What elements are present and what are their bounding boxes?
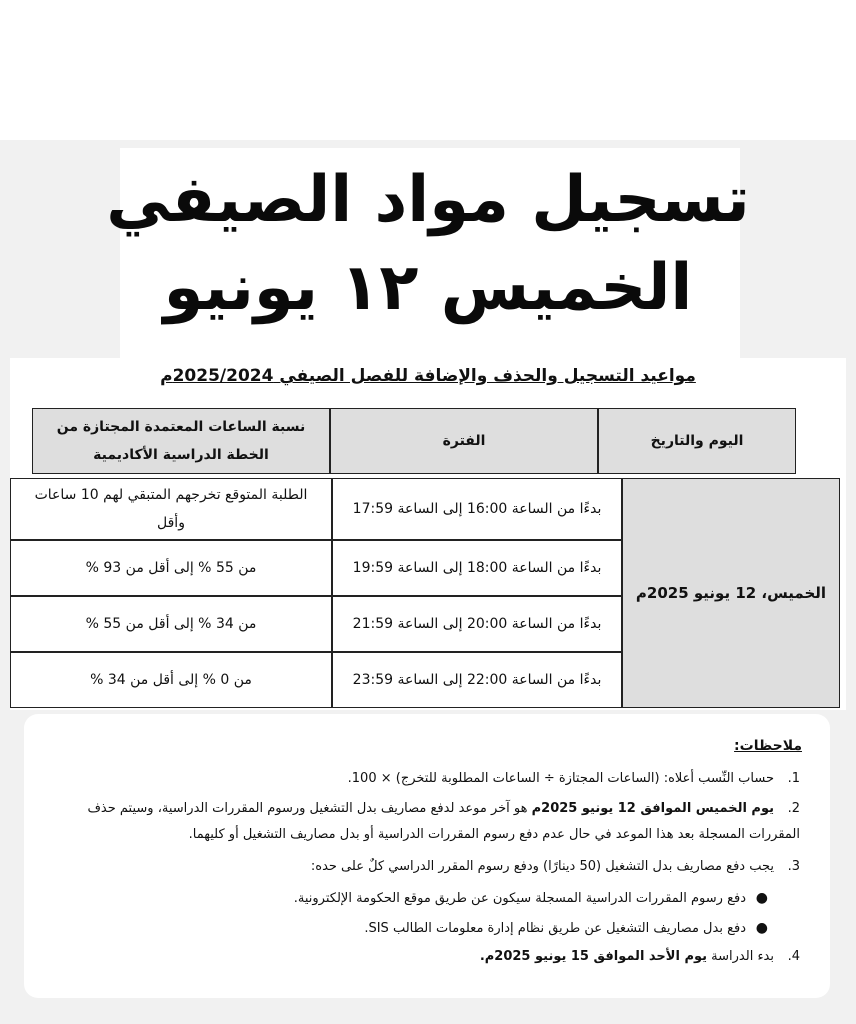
table-row-1-ratio: الطلبة المتوقع تخرجهم المتبقي لهم 10 ساعات وأقل bbox=[10, 478, 332, 540]
table-row-4-period: بدءًا من الساعة 22:00 إلى الساعة 23:59 bbox=[332, 652, 622, 708]
note-3: 3.يجب دفع مصاريف بدل التشغيل (50 دينارًا) ودفع رسوم المقرر الدراسي كلٌ على حده: bbox=[310, 859, 800, 874]
note-2: 2.يوم الخميس الموافق 12 يونيو 2025م هو آخر موعد لدفع مصاريف بدل التشغيل ورسوم المقررات الدراسية، وسيتم حذف المقررات المسجلة بعد هذا الموعد في حال عدم دفع رسوم المقررات الدراسية أو بدل مصاريف التشغيل أو كليهما. bbox=[87, 801, 800, 842]
table-row-1-period: بدءًا من الساعة 16:00 إلى الساعة 17:59 bbox=[332, 478, 622, 540]
notes-panel bbox=[24, 714, 830, 998]
schedule-document bbox=[10, 358, 846, 710]
header-date: اليوم والتاريخ bbox=[598, 408, 796, 474]
table-row-3-ratio: من 34 % إلى أقل من 55 % bbox=[10, 596, 332, 652]
headline-line-2: الخميس ١٢ يونيو bbox=[163, 251, 693, 325]
schedule-title: مواعيد التسجيل والحذف والإضافة للفصل الصيفي 2025/2024م bbox=[160, 366, 696, 386]
bullet-dot-icon: ● bbox=[755, 920, 768, 936]
header-ratio: نسبة الساعات المعتمدة المجتازة من الخطة الدراسية الأكاديمية bbox=[32, 408, 330, 474]
notes-title: ملاحظات: bbox=[734, 738, 802, 754]
header-period: الفترة bbox=[330, 408, 598, 474]
table-row-3-period: بدءًا من الساعة 20:00 إلى الساعة 21:59 bbox=[332, 596, 622, 652]
headline-line-1: تسجيل مواد الصيفي bbox=[106, 163, 750, 237]
bullet-dot-icon: ● bbox=[755, 890, 768, 906]
table-row-2-ratio: من 55 % إلى أقل من 93 % bbox=[10, 540, 332, 596]
note-4: 4.بدء الدراسة يوم الأحد الموافق 15 يونيو 2025م. bbox=[479, 949, 800, 964]
table-row-4-ratio: من 0 % إلى أقل من 34 % bbox=[10, 652, 332, 708]
note-3-bullet-1: ●دفع رسوم المقررات الدراسية المسجلة سيكون عن طريق موقع الحكومة الإلكترونية. bbox=[48, 886, 768, 911]
note-1: 1.حساب النِّسب أعلاه: (الساعات المجتازة ÷ الساعات المطلوبة للتخرج) × 100. bbox=[347, 771, 800, 786]
table-row-2-period: بدءًا من الساعة 18:00 إلى الساعة 19:59 bbox=[332, 540, 622, 596]
date-cell: الخميس، 12 يونيو 2025م bbox=[622, 478, 840, 708]
note-3-bullet-2: ●دفع بدل مصاريف التشغيل عن طريق نظام إدارة معلومات الطالب SIS. bbox=[48, 916, 768, 941]
